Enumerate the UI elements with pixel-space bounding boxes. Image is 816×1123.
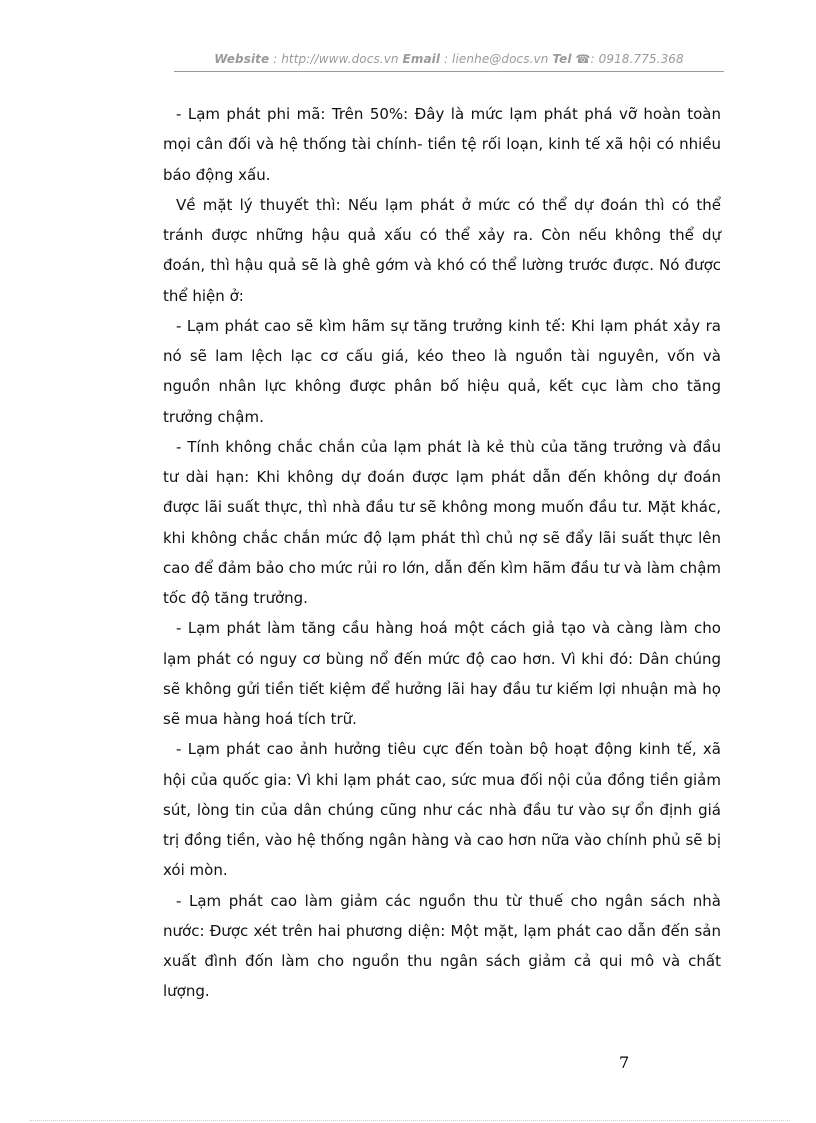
website-value: : http://www.docs.vn bbox=[273, 52, 399, 66]
email-label: Email bbox=[402, 52, 441, 66]
paragraph-7: - Lạm phát cao làm giảm các nguồn thu từ thuế cho ngân sách nhà nước: Được xét trên hai phương diện: Một mặt, lạm phát cao dẫn đến sản xuất đình đốn làm cho nguồn thu ngân sách giảm cả qui mô và chất lượng. bbox=[163, 891, 721, 1001]
email-value: : lienhe@docs.vn bbox=[444, 52, 549, 66]
page-number: 7 bbox=[619, 1053, 630, 1072]
page-header bbox=[174, 52, 724, 66]
website-label: Website bbox=[214, 52, 270, 66]
document-body bbox=[163, 99, 721, 1007]
tel-value: : 0918.775.368 bbox=[590, 52, 684, 66]
paragraph-4: - Tính không chắc chắn của lạm phát là kẻ thù của tăng trưởng và đầu tư dài hạn: Khi không dự đoán được lạm phát dẫn đến không dự đoán được lãi suất thực, thì nhà đầu tư sẽ không mong muốn đầu tư. Mặt khác, khi không chắc chắn mức độ lạm phát thì chủ nợ sẽ đẩy lãi suất thực lên cao để đảm bảo cho mức rủi ro lớn, dẫn đến kìm hãm đầu tư và làm chậm tốc độ tăng trưởng. bbox=[163, 437, 721, 607]
paragraph-3: - Lạm phát cao sẽ kìm hãm sự tăng trưởng kinh tế: Khi lạm phát xảy ra nó sẽ lam lệch lạc cơ cấu giá, kéo theo là nguồn tài nguyên, vốn và nguồn nhân lực không được phân bố hiệu quả, kết cục làm cho tăng trưởng chậm. bbox=[163, 316, 721, 426]
paragraph-1: - Lạm phát phi mã: Trên 50%: Đây là mức lạm phát phá vỡ hoàn toàn mọi cân đối và hệ thống tài chính- tiền tệ rối loạn, kinh tế xã hội có nhiều báo động xấu. bbox=[163, 105, 721, 184]
footer-divider bbox=[30, 1120, 790, 1121]
tel-label: Tel bbox=[552, 52, 572, 66]
header-rule bbox=[174, 71, 724, 72]
paragraph-6: - Lạm phát cao ảnh hưởng tiêu cực đến toàn bộ hoạt động kinh tế, xã hội của quốc gia: Vì khi lạm phát cao, sức mua đối nội của đồng tiền giảm sút, lòng tin của dân chúng cũng như các nhà đầu tư vào sự ổn định giá trị đồng tiền, vào hệ thống ngân hàng và cao hơn nữa vào chính phủ sẽ bị xói mòn. bbox=[163, 740, 721, 880]
paragraph-5: - Lạm phát làm tăng cầu hàng hoá một cách giả tạo và càng làm cho lạm phát có nguy cơ bùng nổ đến mức độ cao hơn. Vì khi đó: Dân chúng sẽ không gửi tiền tiết kiệm để hưởng lãi hay đầu tư kiếm lợi nhuận mà họ sẽ mua hàng hoá tích trữ. bbox=[163, 619, 721, 728]
phone-icon: ☎ bbox=[575, 52, 591, 66]
paragraph-2: Về mặt lý thuyết thì: Nếu lạm phát ở mức có thể dự đoán thì có thể tránh được những hậu quả xấu có thể xảy ra. Còn nếu không thể dự đoán, thì hậu quả sẽ là ghê gớm và khó có thể lường trước được. Nó được thể hiện ở: bbox=[163, 195, 721, 305]
